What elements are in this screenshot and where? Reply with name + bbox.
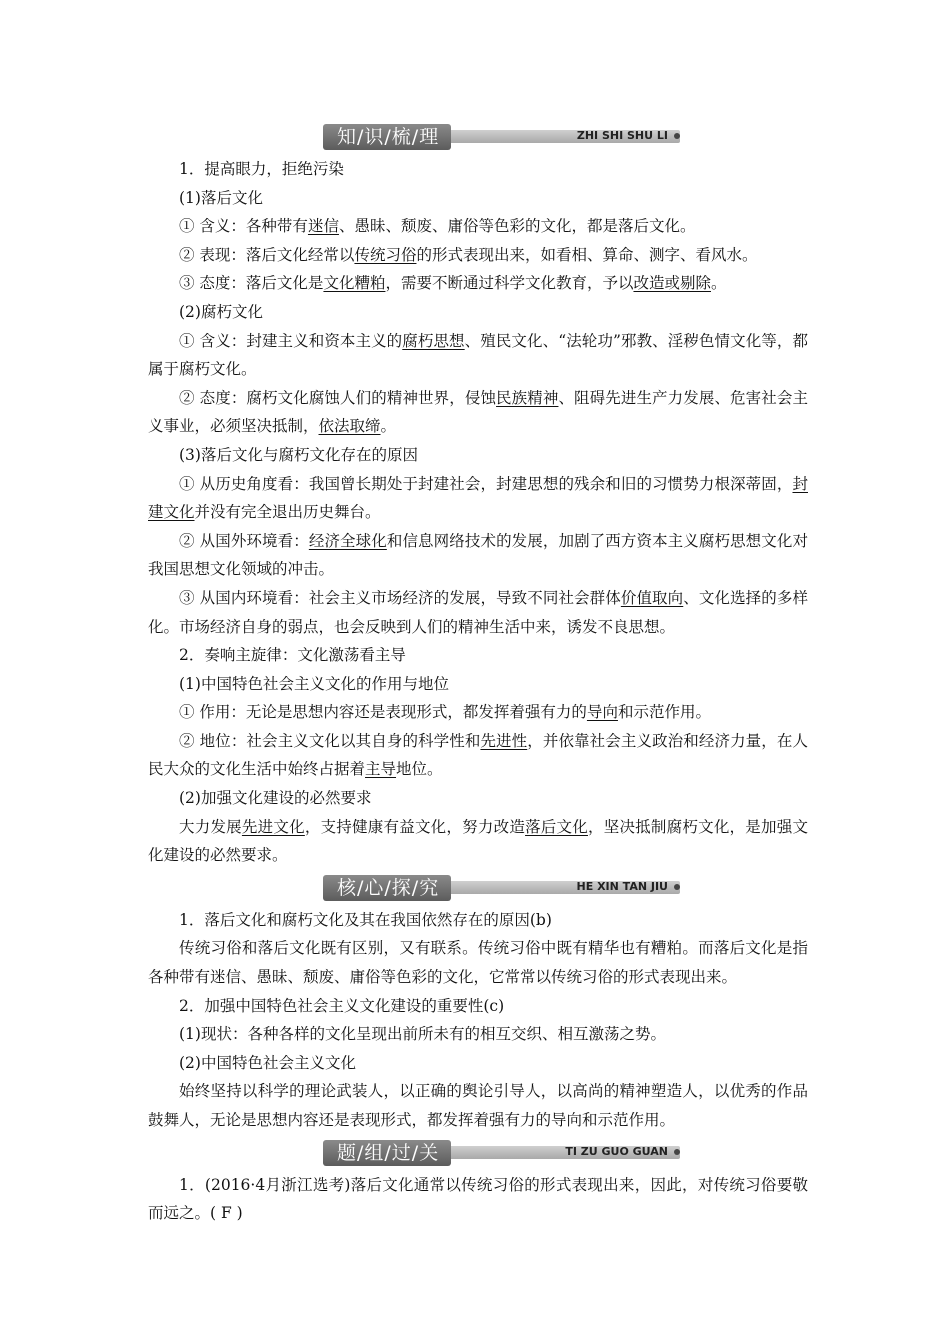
text-run: ③ 态度：落后文化是	[179, 274, 324, 293]
bullet-dot-icon	[674, 1149, 680, 1155]
paragraph	[148, 327, 808, 384]
section-pinyin: ZHI SHI SHU LI	[576, 129, 668, 142]
text-run: 。	[380, 417, 397, 436]
text-run: ① 作用：无论是思想内容还是表现形式，都发挥着强有力的	[179, 703, 587, 722]
text-run: 的形式表现出来，如看相、算命、测字、看风水。	[416, 245, 758, 264]
section-title: 题/组/过/关	[323, 1140, 451, 1166]
paragraph	[148, 527, 808, 584]
text-run: ，支持健康有益文化，努力改造	[304, 817, 526, 836]
paragraph	[148, 298, 808, 327]
section-title: 知/识/梳/理	[323, 124, 451, 150]
text-run: ① 含义：各种带有	[179, 217, 308, 236]
answer-blank: 先进性	[480, 731, 528, 750]
paragraph	[148, 813, 808, 870]
answer-blank: 民族精神	[496, 388, 559, 407]
section	[148, 122, 808, 870]
paragraph	[148, 906, 808, 935]
paragraph	[148, 1077, 808, 1134]
bullet-dot-icon	[674, 133, 680, 139]
paragraph	[148, 698, 808, 727]
paragraph	[148, 441, 808, 470]
paragraph	[148, 934, 808, 991]
text-run: 1．落后文化和腐朽文化及其在我国依然存在的原因(b)	[179, 910, 552, 929]
section	[148, 873, 808, 1135]
text-run: ② 地位：社会主义文化以其自身的科学性和	[179, 731, 481, 750]
paragraph	[148, 212, 808, 241]
text-run: 、愚昧、颓废、庸俗等色彩的文化，都是落后文化。	[338, 217, 696, 236]
text-run: 2．奏响主旋律：文化激荡看主导	[179, 646, 406, 665]
text-run: 。	[710, 274, 727, 293]
paragraph	[148, 184, 808, 213]
answer-blank: 经济全球化	[308, 531, 387, 550]
text-run: ，并依靠社会主义政治和经济力量，在人民大众的文化生活中始终占据着	[148, 731, 808, 779]
paragraph	[148, 670, 808, 699]
paragraph	[148, 384, 808, 441]
text-run: 、文化选择的多样化。市场经济自身的弱点，也会反映到人们的精神生活中来，诱发不良思想。	[148, 588, 808, 636]
text-run: 1．提高眼力，拒绝污染	[179, 160, 344, 178]
answer-blank: 导向	[586, 703, 618, 722]
text-run: ② 从国外环境看：	[179, 531, 309, 550]
answer-blank: 迷信	[307, 217, 339, 236]
document-body	[148, 122, 808, 1228]
answer-blank: 落后文化	[525, 817, 588, 836]
text-run: (3)落后文化与腐朽文化存在的原因	[179, 445, 418, 464]
text-run: 和示范作用。	[617, 703, 711, 722]
text-run: (2)腐朽文化	[179, 302, 263, 321]
text-run: 大力发展	[179, 817, 242, 836]
paragraph	[148, 1049, 808, 1078]
text-run: ③ 从国内环境看：社会主义市场经济的发展，导致不同社会群体	[179, 588, 621, 607]
text-run: 传统习俗和落后文化既有区别，又有联系。传统习俗中既有精华也有糟粕。而落后文化是指各种带有迷信、愚昧、颓废、庸俗等色彩的文化，它常常以传统习俗的形式表现出来。	[148, 939, 808, 987]
answer-blank: 传统习俗	[354, 245, 417, 264]
text-run: (2)加强文化建设的必然要求	[179, 789, 372, 808]
text-run: ，需要不断通过科学文化教育，予以	[385, 274, 634, 293]
answer-blank: 腐朽思想	[402, 331, 465, 350]
paragraph	[148, 1020, 808, 1049]
paragraph	[148, 641, 808, 670]
answer-blank: 价值取向	[620, 588, 684, 607]
paragraph	[148, 269, 808, 298]
text-run: 和信息网络技术的发展，加剧了西方资本主义腐朽思想文化对我国思想文化领域的冲击。	[148, 531, 808, 579]
text-run: ① 从历史角度看：我国曾长期处于封建社会，封建思想的残余和旧的习惯势力根深蒂固，	[179, 474, 793, 493]
bullet-dot-icon	[674, 884, 680, 890]
answer-blank: 改造或剔除	[633, 274, 711, 293]
section-title: 核/心/探/究	[323, 875, 451, 901]
text-run: 地位。	[396, 760, 443, 779]
paragraph	[148, 784, 808, 813]
section	[148, 1138, 808, 1228]
paragraph	[148, 1171, 808, 1228]
paragraph	[148, 155, 808, 184]
text-run: 并没有完全退出历史舞台。	[194, 503, 381, 522]
text-run: (2)中国特色社会主义文化	[179, 1053, 356, 1072]
section-pinyin: TI ZU GUO GUAN	[565, 1144, 668, 1158]
text-run: ，坚决抵制腐朽文化，是加强文化建设的必然要求。	[148, 817, 808, 865]
text-run: ② 态度：腐朽文化腐蚀人们的精神世界，侵蚀	[179, 388, 497, 407]
text-run: 、殖民文化、“法轮功”邪教、淫秽色情文化等，都属于腐朽文化。	[148, 331, 808, 379]
text-run: ① 含义：封建主义和资本主义的	[179, 331, 403, 350]
answer-blank: 文化糟粕	[323, 274, 386, 293]
answer-blank: 封建文化	[148, 474, 808, 522]
text-run: ② 表现：落后文化经常以	[179, 245, 355, 264]
paragraph	[148, 241, 808, 270]
answer-blank: 主导	[365, 760, 397, 779]
section-banner	[148, 122, 808, 152]
section-banner	[148, 1138, 808, 1168]
text-run: 、阻碍先进生产力发展、危害社会主义事业，必须坚决抵制，	[148, 388, 808, 436]
paragraph	[148, 584, 808, 641]
text-run: 2．加强中国特色社会主义文化建设的重要性(c)	[179, 996, 505, 1015]
section-pinyin: HE XIN TAN JIU	[576, 879, 668, 893]
section-banner	[148, 873, 808, 903]
text-run: 1．(2016·4月浙江选考)落后文化通常以传统习俗的形式表现出来，因此，对传统习俗要敬而远之。( F )	[148, 1175, 808, 1223]
text-run: (1)中国特色社会主义文化的作用与地位	[179, 674, 449, 693]
answer-blank: 先进文化	[241, 817, 305, 836]
answer-blank: 依法取缔	[318, 417, 381, 436]
text-run: 始终坚持以科学的理论武装人，以正确的舆论引导人，以高尚的精神塑造人，以优秀的作品鼓舞人，无论是思想内容还是表现形式，都发挥着强有力的导向和示范作用。	[148, 1082, 808, 1129]
paragraph	[148, 470, 808, 527]
text-run: (1)现状：各种各样的文化呈现出前所未有的相互交织、相互激荡之势。	[179, 1025, 666, 1044]
text-run: (1)落后文化	[179, 188, 263, 207]
paragraph	[148, 992, 808, 1021]
paragraph	[148, 727, 808, 784]
